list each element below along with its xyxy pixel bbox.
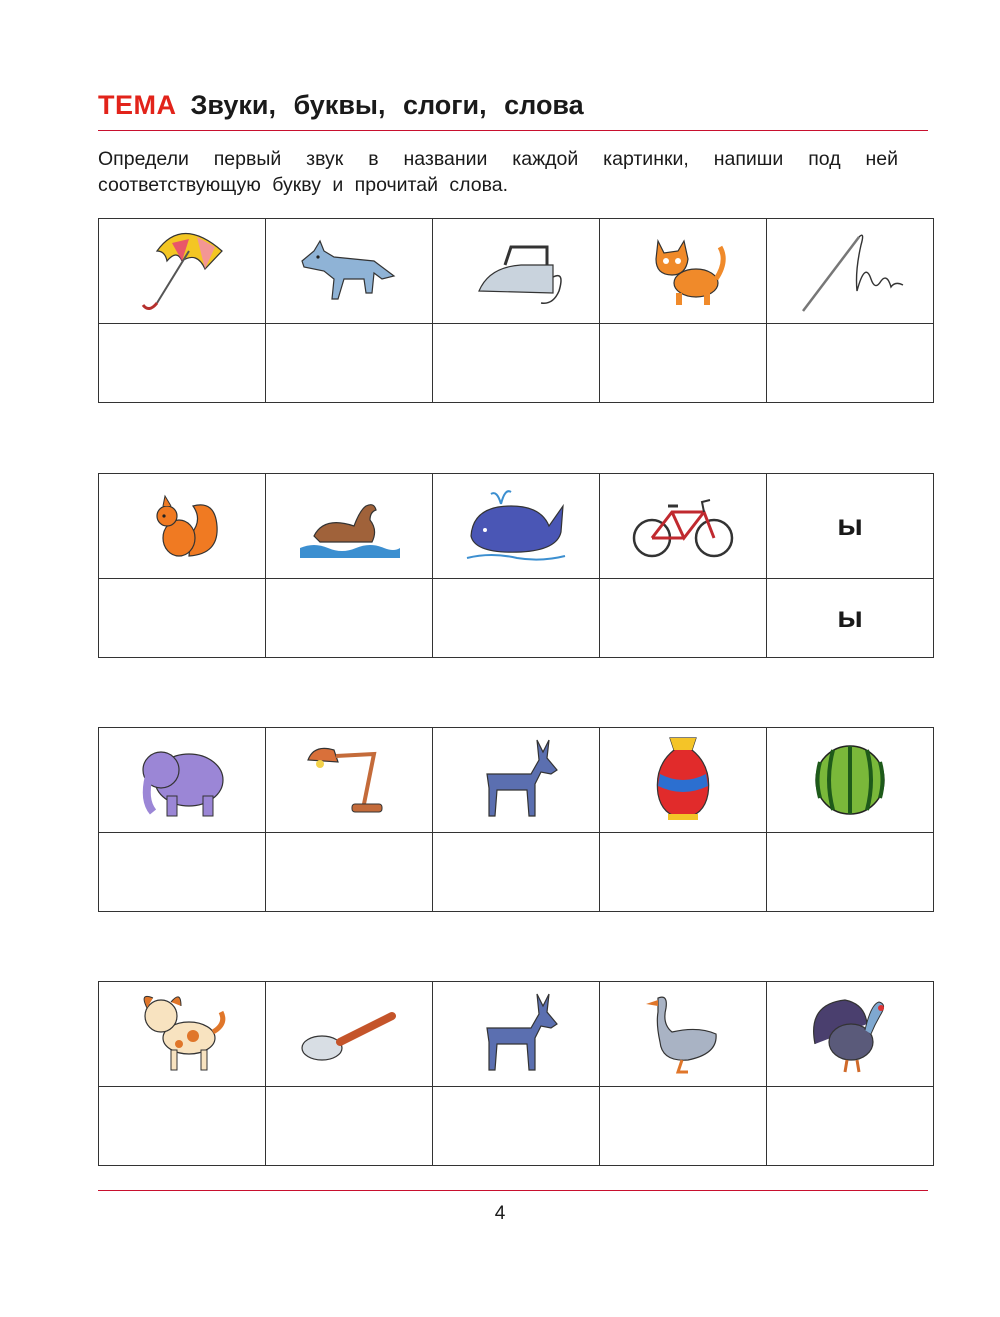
picture-cell bbox=[266, 982, 433, 1087]
picture-cell bbox=[767, 728, 934, 833]
answer-cell[interactable] bbox=[767, 324, 934, 403]
answer-cell[interactable] bbox=[767, 579, 934, 658]
lamp-icon bbox=[294, 730, 404, 826]
picture-cell bbox=[600, 474, 767, 579]
wolf-icon bbox=[294, 221, 404, 317]
picture-cell bbox=[600, 219, 767, 324]
duck-icon bbox=[294, 476, 404, 572]
letter-cell bbox=[767, 474, 934, 579]
donkey-icon bbox=[461, 730, 571, 826]
picture-cell bbox=[99, 728, 266, 833]
picture-cell bbox=[600, 982, 767, 1087]
letter-y-answer: ы bbox=[837, 601, 863, 634]
topic-label: ТЕМА bbox=[98, 90, 177, 120]
answer-cell[interactable] bbox=[600, 1087, 767, 1166]
picture-cell bbox=[266, 219, 433, 324]
answer-cell[interactable] bbox=[433, 579, 600, 658]
answer-cell[interactable] bbox=[433, 324, 600, 403]
cat-icon bbox=[628, 221, 738, 317]
turkey-icon bbox=[795, 984, 905, 1080]
picture-cell bbox=[99, 474, 266, 579]
picture-cell bbox=[99, 219, 266, 324]
exercise-table-4 bbox=[98, 981, 934, 1166]
donkey-icon bbox=[461, 984, 571, 1080]
answer-cell[interactable] bbox=[99, 833, 266, 912]
picture-cell bbox=[99, 982, 266, 1087]
elephant-icon bbox=[127, 730, 237, 826]
squirrel-icon bbox=[127, 476, 237, 572]
letter-y: ы bbox=[837, 509, 863, 542]
bicycle-icon bbox=[628, 476, 738, 572]
picture-cell bbox=[600, 728, 767, 833]
picture-cell bbox=[767, 219, 934, 324]
vase-icon bbox=[628, 730, 738, 826]
answer-cell[interactable] bbox=[99, 1087, 266, 1166]
goose-icon bbox=[628, 984, 738, 1080]
picture-cell bbox=[433, 474, 600, 579]
page-number: 4 bbox=[494, 1203, 506, 1224]
answer-cell[interactable] bbox=[600, 833, 767, 912]
footer-divider bbox=[98, 1190, 928, 1191]
picture-cell bbox=[266, 474, 433, 579]
answer-cell[interactable] bbox=[767, 833, 934, 912]
answer-cell[interactable] bbox=[266, 579, 433, 658]
needle-icon bbox=[795, 221, 905, 317]
picture-cell bbox=[433, 982, 600, 1087]
answer-cell[interactable] bbox=[433, 833, 600, 912]
answer-cell[interactable] bbox=[266, 1087, 433, 1166]
answer-cell[interactable] bbox=[600, 579, 767, 658]
page-header bbox=[98, 90, 928, 130]
spoon-icon bbox=[294, 984, 404, 1080]
answer-cell[interactable] bbox=[266, 833, 433, 912]
dog-icon bbox=[127, 984, 237, 1080]
header-divider bbox=[98, 130, 928, 131]
picture-cell bbox=[433, 728, 600, 833]
iron-icon bbox=[461, 221, 571, 317]
task-instruction: Определи первый звук в названии каждой картинки, напиши под ней соответствующую букву и прочитай слова. bbox=[98, 148, 898, 196]
answer-cell[interactable] bbox=[99, 579, 266, 658]
answer-cell[interactable] bbox=[99, 324, 266, 403]
exercise-table-1 bbox=[98, 218, 934, 403]
page-title: Звуки, буквы, слоги, слова bbox=[190, 90, 584, 120]
answer-cell[interactable] bbox=[266, 324, 433, 403]
exercise-table-2 bbox=[98, 473, 934, 658]
answer-cell[interactable] bbox=[600, 324, 767, 403]
picture-cell bbox=[266, 728, 433, 833]
picture-cell bbox=[433, 219, 600, 324]
whale-icon bbox=[461, 476, 571, 572]
answer-cell[interactable] bbox=[433, 1087, 600, 1166]
umbrella-icon bbox=[127, 221, 237, 317]
watermelon-icon bbox=[795, 730, 905, 826]
answer-cell[interactable] bbox=[767, 1087, 934, 1166]
picture-cell bbox=[767, 982, 934, 1087]
exercise-table-3 bbox=[98, 727, 934, 912]
